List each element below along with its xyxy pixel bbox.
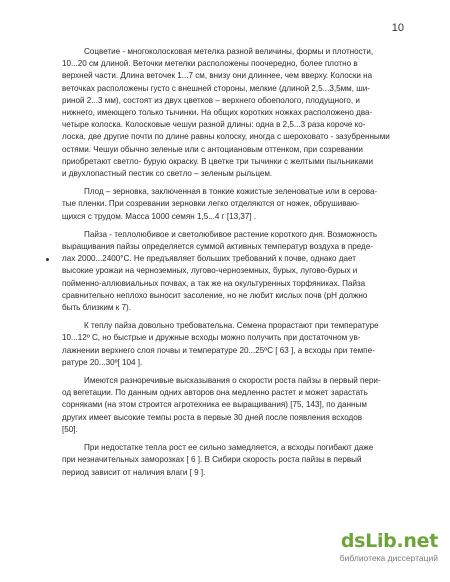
text-line: Имеются разноречивые высказывания о скорости роста пайзы в первый пери- xyxy=(84,376,381,386)
text-line: при незначительных заморозках [ 6 ]. В Сибири скорость роста пайзы в первый xyxy=(62,455,362,465)
paragraph-frost xyxy=(62,442,414,479)
text-line: сравнительно неплохо выносит засоление, но не любит кислых почв (рН должно xyxy=(62,290,368,300)
logo-right: net xyxy=(403,530,438,552)
text-line: и двухлопастный пестик со светло – зеленым рыльцем. xyxy=(62,169,273,179)
logo-separator: . xyxy=(396,530,404,552)
bullet-marker xyxy=(46,258,49,261)
text-line: лажнении верхнего слоя почвы и температуре 20...25ºС [ 63 ], а всходы при темпе- xyxy=(62,345,375,355)
text-line: сорняками (на этом строится агротехника ее выращивания) [75, 143], по данным xyxy=(62,400,367,410)
text-line: од вегетации. По данным одних авторов она медленно растет и может зарастать xyxy=(62,388,368,398)
text-line: К теплу пайза довольно требовательна. Семена прорастают при температуре xyxy=(84,321,379,331)
text-line: пойменно-аллювиальных почвах, а так же на окультуренных торфяниках. Пайза xyxy=(62,278,366,288)
text-line: Соцветие - многоколосковая метелка разной величины, формы и плотности, xyxy=(84,47,374,56)
text-line: При недостатке тепла рост ее сильно замедляется, а всходы погибают даже xyxy=(84,443,374,453)
text-line: [50]. xyxy=(62,424,78,434)
text-line: риной 2...3 мм), состоят из двух цветков – верхнего обоеполого, плодущного, и xyxy=(62,95,360,105)
paragraph-temperature xyxy=(62,320,414,369)
text-line: щихся с трудом. Масса 1000 семян 1,5...4 г [13,37] . xyxy=(62,211,257,221)
text-line: высокие урожаи на черноземных, лугово-черноземных, бурых, лугово-бурых и xyxy=(62,266,358,276)
text-line: других имеет высокие темпы роста в первые 30 дней после появления всходов xyxy=(62,412,363,422)
text-line: верхней части. Длина веточек 1...7 см, внизу они длиннее, чем вверху. Колоски на xyxy=(62,71,373,81)
dslib-watermark[interactable] xyxy=(308,530,438,568)
text-line: лоска, две другие почти по длине равны колоску, иногда с шероховато - зазубренными xyxy=(62,132,390,142)
text-line: приобретают светло- бурую окраску. В цветке три тычинки с желтыми пыльниками xyxy=(62,156,373,166)
paragraph-growth-rate xyxy=(62,375,414,436)
page-number: 10 xyxy=(391,22,404,34)
paragraph-inflorescence xyxy=(62,46,414,180)
logo-left: dsLib xyxy=(340,530,397,552)
paragraph-fruit xyxy=(62,186,414,223)
text-line: Плод – зерновка, заключенная в тонкие кожистые зеленоватые или в серова- xyxy=(84,187,378,197)
text-line: нижнего, имеющего только тычинки. На общих коротких ножках расположено два- xyxy=(62,108,373,118)
text-line: веточках расположены густо с внешней стороны, мелкие (длиной 2,5...3,5мм, ши- xyxy=(62,83,370,93)
text-line: 10...20 см длиной. Веточки метелки расположены поочередно, более плотно в xyxy=(62,59,358,69)
text-line: четыре колоска. Колосковые чешуи разной длины: одна в 2,5...3 раза короче ко- xyxy=(62,120,366,130)
text-line: ратуре 20...30º[ 104 ]. xyxy=(62,357,143,367)
text-line: тые пленки. При созревании зерновки легко отделяются от ножек, обрушиваю- xyxy=(62,199,360,209)
document-body xyxy=(62,46,414,485)
text-line: Пайза - теплолюбивое и светолюбивое растение короткого дня. Возможность xyxy=(84,229,378,239)
text-line: выращивания пайзы определяется суммой активных температур воздуха в преде- xyxy=(62,242,373,252)
text-line: остями. Чешуи обычно зеленые или с антоциановым оттенком, при созревании xyxy=(62,144,363,154)
text-line: период зависит от наличия влаги [ 9 ]. xyxy=(62,467,206,477)
watermark-subtitle: библиотека диссертаций xyxy=(339,553,438,563)
paragraph-climate xyxy=(62,229,414,314)
dslib-logo xyxy=(341,530,438,552)
text-line: 10...12º С, но быстрые и дружные всходы можно получить при достаточном ув- xyxy=(62,333,361,343)
text-line: быть близким к 7). xyxy=(62,303,131,313)
text-line: лах 2000...2400°С. Не предъявляет больших требований к почве, однако дает xyxy=(62,254,356,264)
